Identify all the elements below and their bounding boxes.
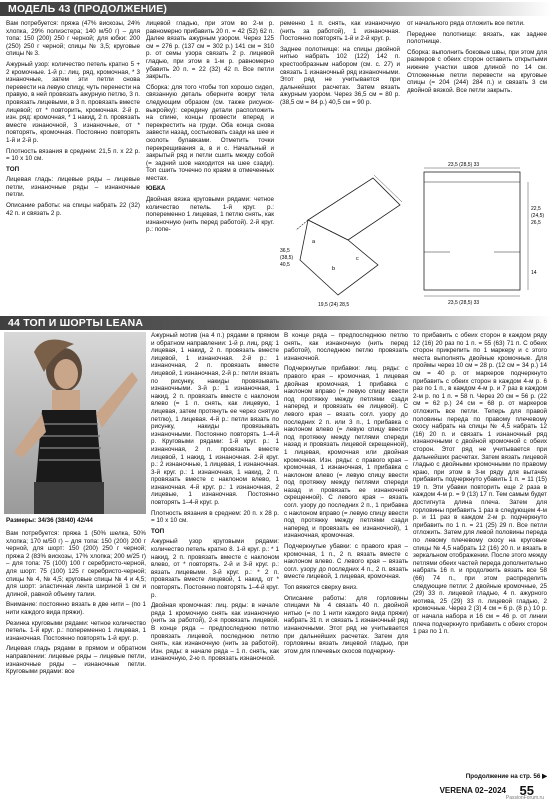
paragraph: Описание работы: для горловины спицами № 4 связать 40 п. двойной нитью (= по 1 нити каждого вида пряжи) набрать 31 п. и связать 1 изнаночный ряд изнаночными. Этот ряд не учитывается при дальнейших расчетах. Затем для горловины вязать лицевой гладью, при этом для плечевых скосов подчеркну- [284,594,408,655]
dimension-label: 36,5 [280,248,290,254]
model-photo [4,332,146,514]
section-title: МОДЕЛЬ 43 (ПРОДОЛЖЕНИЕ) [8,3,168,15]
dimension-label: 23,5 (28,5) 33 [448,162,480,168]
label-a: a [312,239,316,245]
paragraph: Плотность вязания в среднем: 21,5 п. х 22 р. = 10 х 10 см. [6,147,140,163]
continuation-note [413,773,547,782]
paragraph: Заднее полотнище: на спицы двойной нитью набрать 102 (122) 142 п. крестообразным набором (см. с. 27) и связать 1 изнаночный ряд изнаночными. Этот ряд не учитывается при дальнейших расчетах. Затем вязать ажурным узором. Через 36,5 см = 80 р. (38,5 см = 84 р.) 40,5 см = 90 р. [280,45,400,106]
dimension-label: 19,5 (24) 28,5 [318,302,350,308]
text-column [146,20,274,312]
section-header-model-43 [0,2,552,16]
paragraph: Ажурный узор: количество петель кратно 5 + 2 кромочные. 1-й р.: лиц. ряд, кромочная, * 3 изнаночные, затем эти петли снова перевести на левую спицу, чуть перенести на правую, в ней провязать ажурную петлю, 3 п. провязать лицевыми, в 3 п. провязать вместе лицевой; от * повторить, кромочная. 2-й р. изн. ряд: кромочная, * 1 накид, 2 п. провязать вместе изнаночной, 3 изнаночные, от * повторять, кромочная. Постоянно повторять 1-й и 2-й р. [6,60,140,144]
paragraph: Вам потребуется: пряжа 1 (50% шелка, 50% хлопка; 170 м/50 г) – для топа: 150 (200) 200 г черной, для шорт: 150 (200) 250 г черной; пряжа 2 (83% вискозы, 17% хлопка; 200 м/25 г) – для топа: 75 (100) 100 г серебристо-черной, для шорт: 75 (100) 125 г серебристо-черной; спицы № 4, № 4,5; круговые спицы № 4 и 4,5; для шорт: эластичная лента шириной 1 см и длиной, равной объему талии. [6,530,146,598]
page-number: 55 [519,783,534,798]
paragraph: Подчеркнутые убавки: с правого края – кромочная, 1 п., 2 п. вязать вместе с наклоном влево. С левого края – вязать согл. узору до последних 4 п., 2 п. вязать вместе лицевой, 1 лицевая, кромочная. [284,543,408,581]
text-column [280,20,400,156]
paragraph: Лицевая гладь рядами в прямом и обратном направлении: лицевые ряды – лицевые петли, изнаночные ряды – изнаночные петли. Круговыми рядами: все [6,645,146,676]
subheading: ТОП [151,527,165,535]
page-footer [0,784,552,800]
paragraph: Сборка: выполнить боковые швы, при этом для размеров с обеих сторон оставить открытыми нижние участки швов длиной по 14 см. Отложенные петли перевести на круговые спицы (= 204 (244) 284 п.) и связать 3 см двойной вязкой. Все петли закрыть. [407,48,547,94]
dimension-label: 14 [531,270,537,276]
dimension-label: (24,5) [531,213,545,219]
dimension-label: 26,5 [531,220,541,226]
watermark: PassionForum.ru [505,795,544,801]
text-column [6,530,146,782]
text-column [407,20,547,160]
subheading: ЮБКА [146,185,166,193]
sizes-line [6,517,146,527]
dimension-label: 40,5 [280,262,290,268]
sizes-text: Размеры: 34/36 (38/40) 42/44 [6,517,93,524]
paragraph: от начального ряда отложить все петли. [407,20,525,27]
label-c: c [356,256,359,262]
paragraph: Переднее полотнище: вязать, как заднее полотнище. [407,30,547,46]
text-column [6,20,140,312]
paragraph: Подчеркнутые прибавки: лиц. ряды: с правого края – кромочная, 1 лицевая двойная кромочная, 1 прибавка с наклоном вправо (= левую спицу ввести под протяжку между петлями сзади наперед и провязать ее лицевой). С левого края – вязать согл. узору до последних 2 п. или 3 п., 1 прибавка с наклоном влево (= левую спицу ввести под протяжку между петлями спереди назад и провязать лицевой скрещенной), 1 лицевая, кромочная или двойная кромочная. Изн. ряды: с правого края – кромочная, 1 изнаночная, 1 прибавка с наклоном влево (= левую спицу ввести под протяжку между петлями спереди назад и провязать ее изнаночной скрещенной). С левого края – вязать согл. узору до последних 2 п., 1 прибавка с наклоном вправо (= левую спицу ввести под протяжку между петлями сзади наперед и провязать ее изнаночной), 1 изнаночная, кромочная. [284,365,408,540]
paragraph: Топ вяжется сверху вниз. [284,584,358,591]
dimension-label: 22,5 [531,206,541,212]
section-header-model-44 [0,316,552,330]
magazine-name: VERENA 02–2024 [439,786,506,795]
top-pattern-diagram [278,160,408,310]
paragraph: Плотность вязания в среднем: 20 п. х 28 р. = 10 х 10 см. [151,509,279,525]
text-column [413,332,547,772]
paragraph: Описание работы: на спицы набрать 22 (32) 42 п. и связать 2 р. [6,202,140,217]
paragraph: Двойная кромочная: лиц. ряды: в начале ряда 1 кромочную снять как изнаночную (нить за работой), 2-я провязать лицевой. В конце ряда – предпоследнюю петлю провязать лицевой, последнюю петлю снять, как изнаночную (нить за работой). Изн. ряды: в начале ряда – 1 п. снять, как изнаночную, 2-ю п. провязать изнаночной. [151,602,279,663]
text-column [284,332,408,782]
paragraph: Сборка: для того чтобы топ хорошо сидел, связанную деталь оберните вокруг тела следующим образом (см. также рисунок-выкройку): середину детали расположить на спине, концы провести вперед и перекрестить на груди. Оба конца снова завести назад, состыковать сзади на шее и сколоть булавками. Отметить точки перекрещивания а, в и с. Начальный и закрытый ряд и петли сшить между собой (= задний шов находится на шее сзади). Топ сшить точечно по краям в отмеченных местах. [146,83,274,182]
continued-on-link: Продолжение на стр. 56 ▶ [465,773,547,780]
section-title: 44 ТОП И ШОРТЫ LEANA [8,317,144,329]
paragraph: Резинка круговыми рядами: четное количество петель. 1-й круг. р.: попеременно 1 лицевая, 1 изнаночная. Постоянно повторять 1-й круг. р. [6,619,146,642]
paragraph: то прибавить с обеих сторон в каждом ряду 12 (16) 20 раз по 1 п. = 55 (63) 71 п. С обеих сторон прикрепить по 1 маркеру и с этого места выполнять двойные кромочные. Для проймы через 10 см = 28 р. (12 см = 34 р.) 14 см = 40 р. от маркеров подчеркнуто прибавить с обеих сторон в каждом 4-м р. 6 раз по 1 п., в каждом 4-м р. и 7 раз в каждом 2-м р. по 1 п. = 58 п. Через 20 см = 56 р. (22 см = 62 р.) 24 см = 68 р. от маркеров отложить все петли. Теперь для правой половины переда по правому плечевому скосу набрать на спицы № 4,5 набрать 12 (16) 20 п. и связать 1 изнаночный ряд изнаночными с двойной кромочной с обеих сторон. Этот ряд не учитывается при дальнейших расчетах. Затем вязать лицевой гладью с двойными кромочными по правому краю, при этом в 3-м ряду для вытачек прибавить подчеркнуто убавить 1 п. = 11 (15) 19 п. Эти убавки повторить еще 2 раза в каждом 4-м р. = 9 (13) 17 п. Тем самым будет достигнута длина плеча. Затем для горловины прибавить 1 раз в следующем 4-м р. и 11 раз в каждом 2-м р. подчеркнуто прибавить по 1 п. = 21 (25) 29 п. Все петли отложить. Затем для левой половины переда по левому плечевому скосу на круговые спицы № 4,5 набрать 12 (16) 20 п. и вязать в зеркальном отображении. После этого между петлями обеих частей переда дополнительно набрать 16 п. и продолжить вязать все 58 (66) 74 п., при этом распределить следующие петли: 2 двойные кромочные, 25 (29) 33 п. лицевой гладью, 4 п. ажурного мотива, 25 (29) 33 п. лицевой гладью, 2 кромочные. Через 2 (3) 4 см = 6 р. (8 р.) 10 р. от начала набора и 16 см = 46 р. от линии плеча подчеркнуто прибавить с обеих сторон 1 раз по 1 п. [413,332,547,636]
paragraph: Лицевая гладь: лицевые ряды – лицевые петли, изнаночные ряды – изнаночные петли. [6,176,140,199]
paragraph: Ажурный узор круговыми рядами: количество петель кратно 8. 1-й круг. р.: * 1 накид, 2 п. провязать вместе с наклоном влево, от * повторять. 2-й и 3-й круг. р.: вязать лицевыми. 3-й круг. р.: * 2 п. провязать вместе лицевой, 1 накид, от * повторять. Постоянно повторять 1–4-й круг. р. [151,538,279,599]
paragraph: Ажурный мотив (на 4 п.) рядами в прямом и обратном направлении: 1-й р. лиц. ряд: 1 лицевая, 1 накид, 2 п. провязать вместе лицевой, 1 изнаночная. 2-й р.: 1 изнаночная, 2 п. провязать вместе лицевой, 1 изнаночная, 2-й р.: петли вязать по рисунку, накиды провязывать изнаночными. 3-й р.: 1 изнаночная, 1 накид, 2 п. провязать вместе с наклоном влево (= 1 п. снять, как лицевую, 1 лицевая, затем протянуть ее через снятую петлю), 1 лицевая. 4-й р.: петли вязать по рисунку, накиды провязывать изнаночными. Постоянно повторять 1–4-й р. Круговыми рядами: 1-й круг. р.: 1 изнаночная, 2 п. провязать вместе лицевой, 1 накид, 1 изнаночная. 2-й круг. р.: 2 изнаночные, 1 лицевая, 1 изнаночная. 3-й круг. р.: 1 изнаночная, 1 накид, 2 п. провязать вместе с наклоном влево, 1 изнаночная. 4-й круг. р.: 1 изнаночная, 2 лицевые, 1 изнаночная. Постоянно повторять 1–4-й круг. р. [151,332,279,507]
paragraph: Двойная вязка круговыми рядами: четное количество петель. 1-й круг. р.: попеременно 1 лицевая, 1 петлю снять, как изнаночную (нить перед работой). 2-й круг. р.: попе- [146,196,274,234]
dimension-label: (38,5) [280,255,294,261]
paragraph: В конце ряда – предпоследнюю петлю снять, как изнаночную (нить перед работой), последнюю петлю провязать изнаночной. [284,332,408,362]
paragraph: лицевой гладью, при этом во 2-м р. равномерно прибавить 20 п. = 42 (52) 62 п. Далее вязать ажурным узором. Через 125 см = 276 р. (137 см = 302 р.) 141 см = 310 р. от семы узора связать 2 р. лицевой гладью, при этом в 1-м р. равномерно убавить 20 п. = 22 (32) 42 п. Все петли закрыть. [146,20,274,81]
label-b: b [332,266,336,272]
paragraph: Внимание: постоянно вязать в две нити – (по 1 нити каждого вида пряжи). [6,601,146,616]
text-column [151,332,279,782]
skirt-pattern-diagram [410,162,550,308]
paragraph: ременно 1 п. снять, как изнаночную (нить за работой), 1 изнаночная. Постоянно повторять 1-й и 2-й круг. р. [280,20,400,43]
paragraph: Вам потребуется: пряжа (47% вискозы, 24% хлопка, 29% полиэстера; 140 м/50 г) – для топа: 150 (200) 250 г черной; для юбки: 200 (250) 250 г черной; спицы № 3,5; круговые спицы № 3. [6,20,140,58]
subheading: ТОП [6,165,20,173]
dimension-label: 23,5 (28,5) 33 [448,300,480,306]
